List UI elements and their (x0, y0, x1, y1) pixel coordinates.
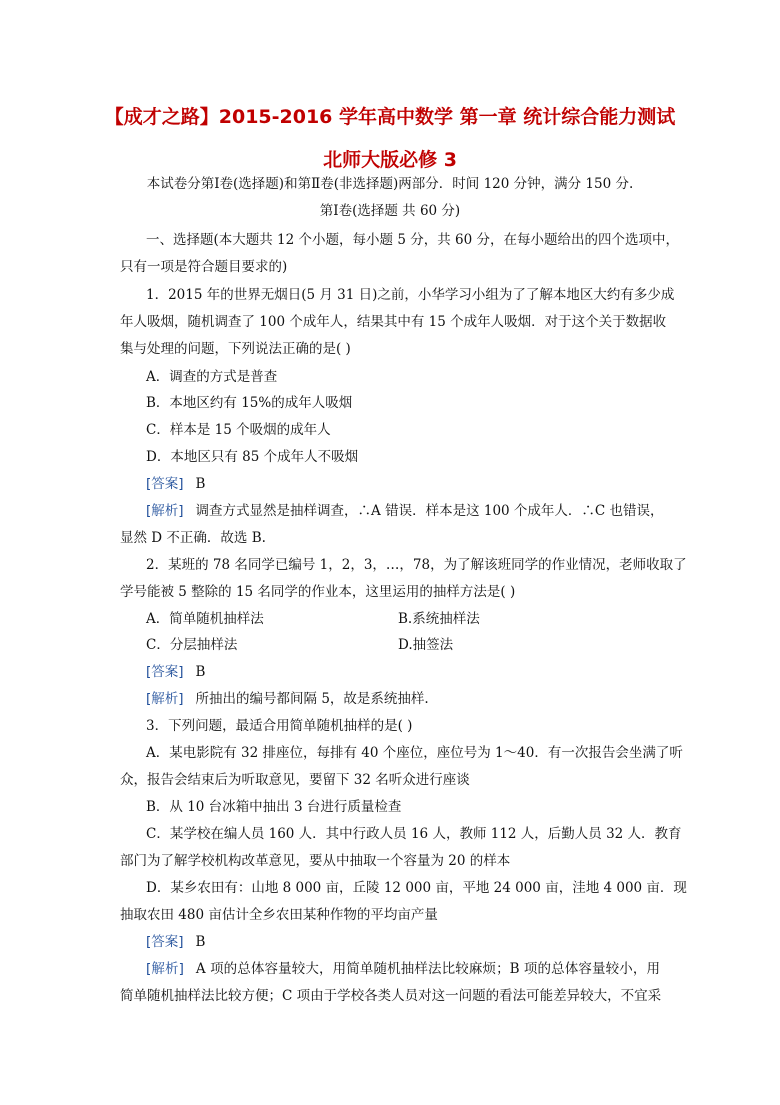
q1-option-b: B．本地区约有 15%的成年人吸烟 (146, 395, 353, 411)
q3-analysis-line2: 简单随机抽样法比较方便；C 项由于学校各类人员对这一问题的看法可能差异较大，不宜采 (120, 988, 662, 1004)
answer-tag: [答案] (146, 476, 184, 492)
document-subtitle: 北师大版必修 3 (323, 149, 457, 171)
answer-tag: [答案] (146, 664, 184, 680)
section1-line2: 只有一项是符合题目要求的) (120, 259, 288, 275)
q2-option-d: D.抽签法 (398, 637, 454, 653)
q2-answer-value: B (195, 664, 206, 680)
q1-stem-line2: 年人吸烟，随机调查了 100 个成年人，结果其中有 15 个成年人吸烟．对于这个关于数据收 (120, 314, 667, 330)
q2-option-c: C．分层抽样法 (146, 637, 238, 653)
q1-option-c: C．样本是 15 个吸烟的成年人 (146, 422, 331, 438)
q1-answer (146, 475, 205, 493)
q1-stem-line1: 1．2015 年的世界无烟日(5 月 31 日)之前，小华学习小组为了了解本地区大约有多少成 (146, 287, 675, 303)
q3-analysis-line1 (146, 960, 660, 978)
q3-answer-value: B (195, 934, 206, 950)
analysis-tag: [解析] (146, 691, 184, 707)
document-title: 【成才之路】2015-2016 学年高中数学 第一章 统计综合能力测试 (104, 106, 676, 128)
q2-answer (146, 663, 205, 681)
q3-option-a-line1: A．某电影院有 32 排座位，每排有 40 个座位，座位号为 1～40．有一次报告会坐满了听 (146, 745, 683, 761)
analysis-tag: [解析] (146, 961, 184, 977)
q3-stem: 3．下列问题，最适合用简单随机抽样的是( ) (146, 718, 413, 734)
q1-analysis-text: 调查方式显然是抽样调查，∴A 错误．样本是这 100 个成年人．∴C 也错误， (195, 503, 664, 519)
q3-analysis-text: A 项的总体容量较大，用简单随机抽样法比较麻烦；B 项的总体容量较小，用 (195, 961, 660, 977)
q3-option-d-line2: 抽取农田 480 亩估计全乡农田某种作物的平均亩产量 (120, 907, 438, 923)
q1-stem-line3: 集与处理的问题，下列说法正确的是( ) (120, 341, 351, 357)
q1-answer-value: B (195, 476, 206, 492)
q3-option-d-line1: D．某乡农田有：山地 8 000 亩，丘陵 12 000 亩，平地 24 000 亩，洼地 4 000 亩．现 (146, 880, 687, 896)
q1-option-d: D．本地区只有 85 个成年人不吸烟 (146, 449, 359, 465)
analysis-tag: [解析] (146, 503, 184, 519)
q2-analysis (146, 690, 429, 708)
q2-stem-line1: 2．某班的 78 名同学已编号 1，2，3，…，78，为了解该班同学的作业情况，老师收取了 (146, 557, 687, 573)
q3-answer (146, 933, 205, 951)
section1-line1: 一、选择题(本大题共 12 个小题，每小题 5 分，共 60 分，在每小题给出的四个选项中， (146, 232, 679, 248)
part1-heading: 第Ⅰ卷(选择题 共 60 分) (319, 203, 461, 219)
q1-option-a: A．调查的方式是普查 (146, 369, 278, 385)
q3-option-c-line2: 部门为了解学校机构改革意见，要从中抽取一个容量为 20 的样本 (120, 853, 511, 869)
q1-analysis-line1 (146, 502, 664, 520)
q2-option-b: B.系统抽样法 (398, 611, 480, 627)
q1-analysis-line2: 显然 D 不正确．故选 B. (120, 530, 266, 546)
q2-analysis-text: 所抽出的编号都间隔 5，故是系统抽样. (195, 691, 429, 707)
exam-intro: 本试卷分第Ⅰ卷(选择题)和第Ⅱ卷(非选择题)两部分．时间 120 分钟，满分 150 分. (146, 176, 634, 192)
q2-option-a: A．简单随机抽样法 (146, 611, 264, 627)
answer-tag: [答案] (146, 934, 184, 950)
q2-stem-line2: 学号能被 5 整除的 15 名同学的作业本，这里运用的抽样方法是( ) (120, 584, 516, 600)
q3-option-b: B．从 10 台冰箱中抽出 3 台进行质量检查 (146, 799, 402, 815)
q3-option-c-line1: C．某学校在编人员 160 人．其中行政人员 16 人，教师 112 人，后勤人员 32 人．教育 (146, 826, 682, 842)
q3-option-a-line2: 众，报告会结束后为听取意见，要留下 32 名听众进行座谈 (120, 772, 470, 788)
